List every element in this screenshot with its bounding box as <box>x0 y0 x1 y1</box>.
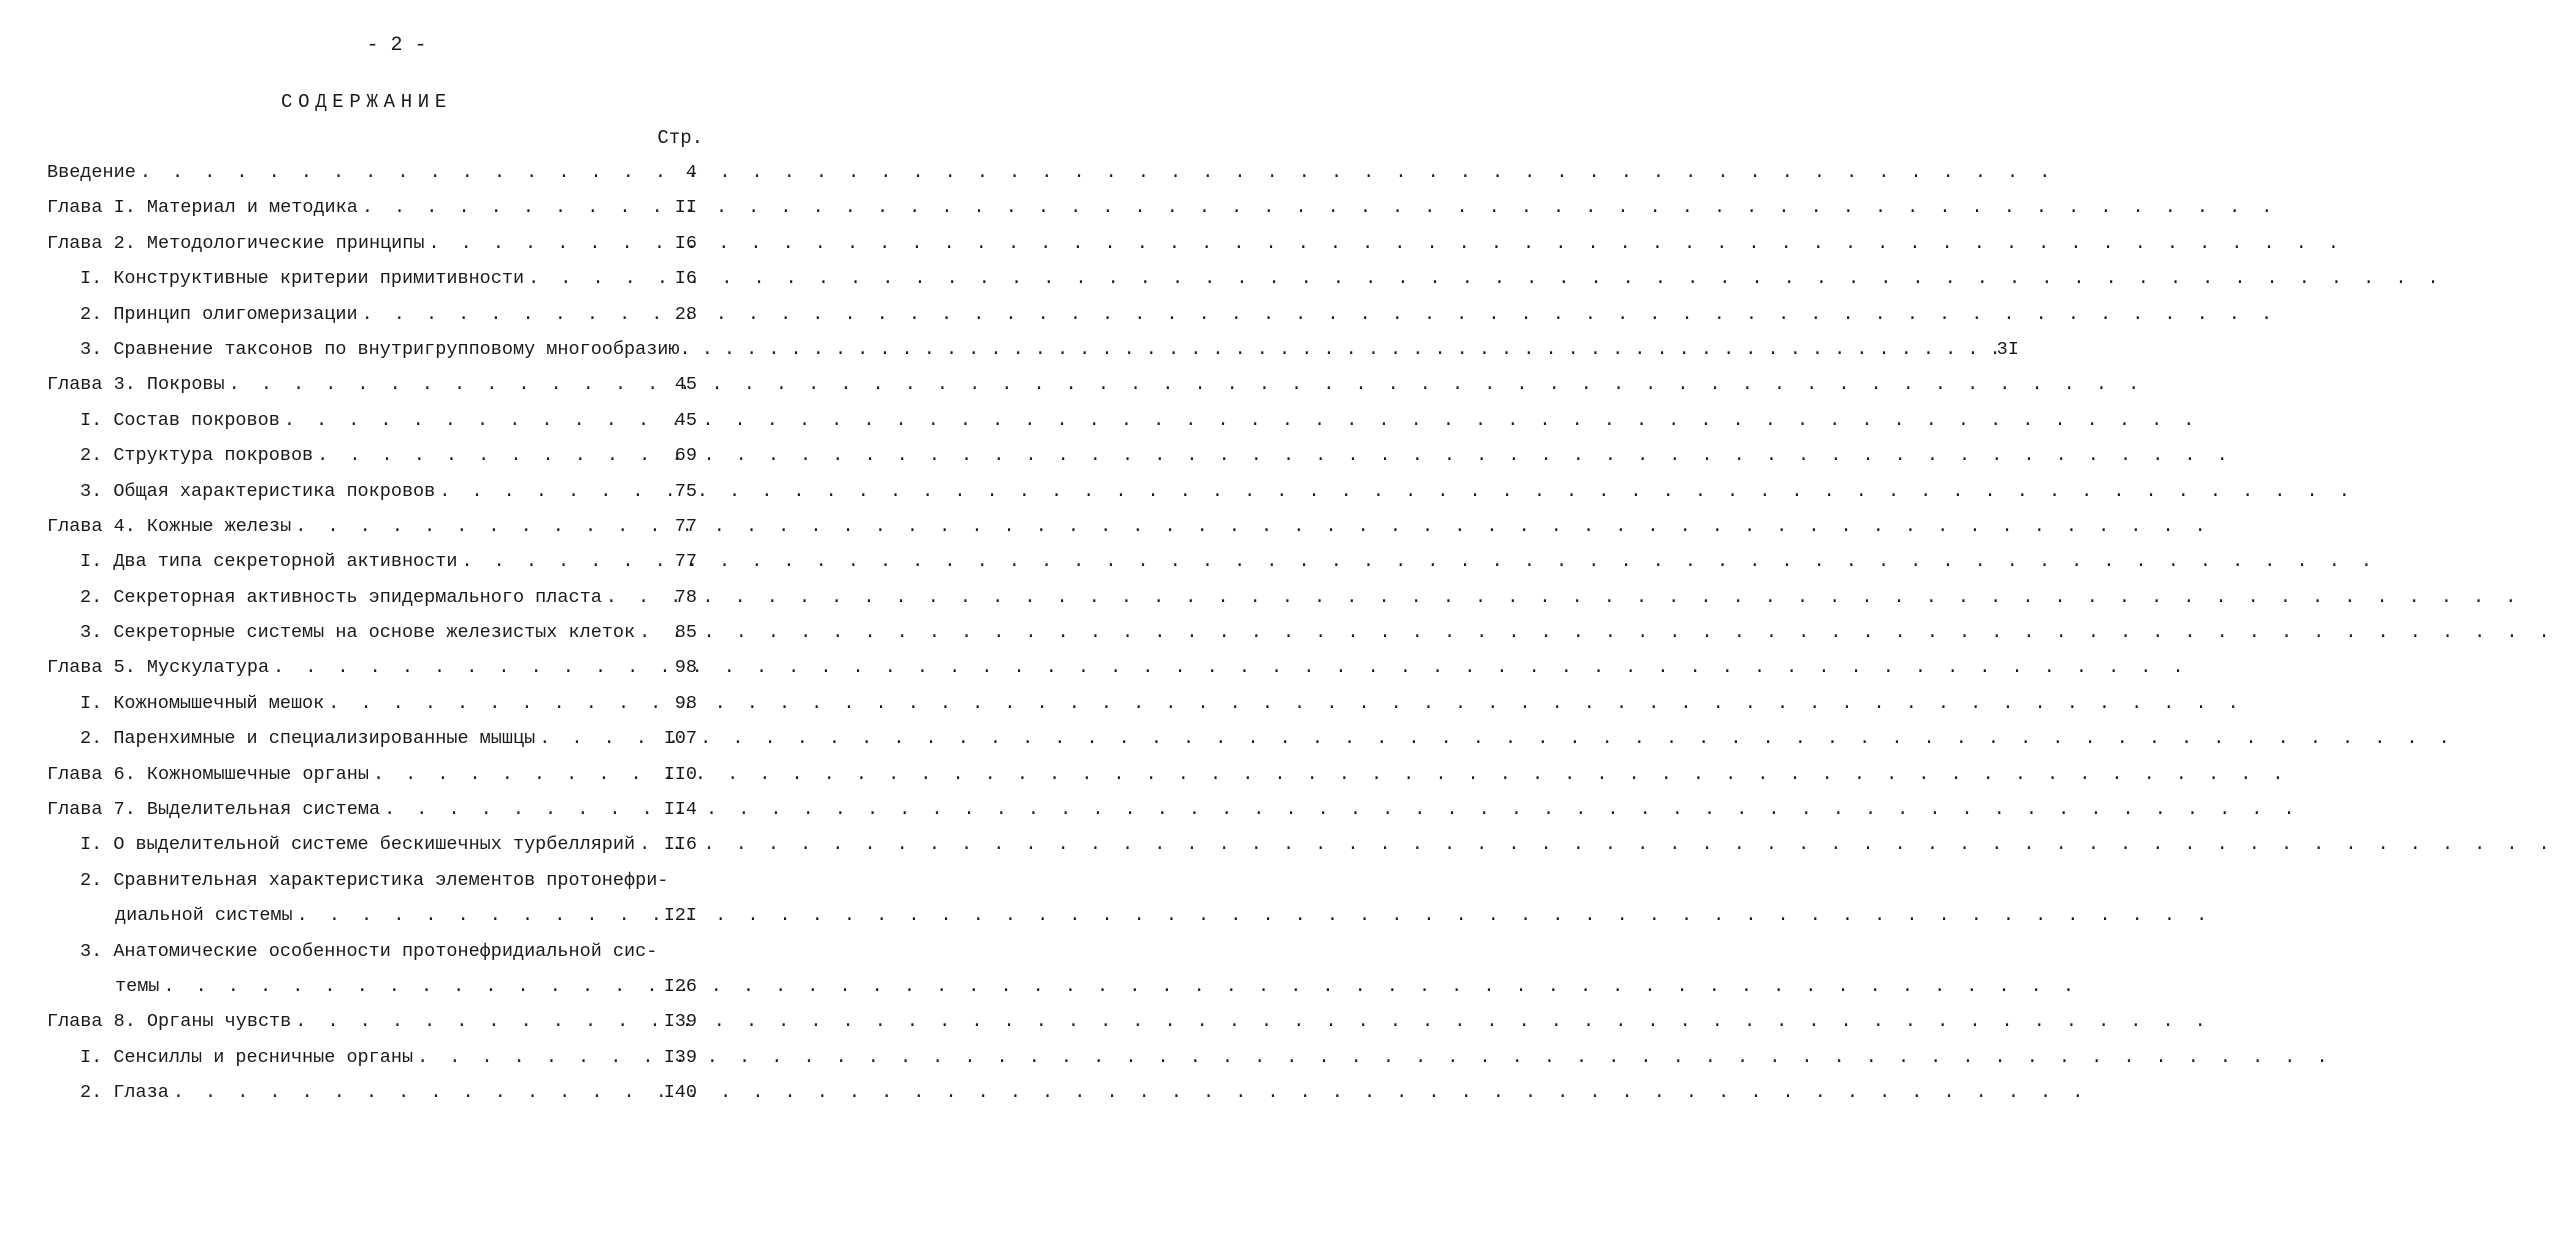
dot-leader <box>159 969 663 1004</box>
toc-entry-chapter-5[interactable] <box>0 650 793 685</box>
toc-entry-title: Материал и методика <box>146 197 358 219</box>
dot-leader <box>602 580 675 615</box>
toc-entry-section-7-3[interactable] <box>0 934 793 969</box>
toc-entry-page: II <box>674 197 697 219</box>
dot-leader <box>291 509 675 544</box>
chapter-label: Глава I. <box>47 197 136 219</box>
toc-entry-page: II4 <box>663 799 697 821</box>
toc-entry-page: II6 <box>663 834 697 856</box>
toc-entry-section-7-2-continued[interactable] <box>0 898 793 933</box>
toc-entry-section-5-1[interactable] <box>0 686 793 721</box>
chapter-label: Глава 4. <box>47 515 136 537</box>
toc-entry-title: темы <box>115 975 160 997</box>
toc-entry-section-2-1[interactable] <box>0 261 793 296</box>
toc-entry-section-3-3[interactable] <box>0 474 793 509</box>
toc-entry-section-2-2[interactable] <box>0 297 793 332</box>
toc-entry-section-7-2[interactable] <box>0 863 793 898</box>
section-number: I. <box>80 692 103 714</box>
section-number: 3. <box>80 338 103 360</box>
toc-entry-title: Общая характеристика покровов <box>113 480 436 502</box>
toc-entry-page: 28 <box>674 303 697 325</box>
toc-entry-title: Паренхимные и специализированные мышцы <box>113 728 536 750</box>
section-number: 2. <box>80 303 103 325</box>
dot-leader <box>524 261 675 296</box>
toc-entry-section-7-3-continued[interactable] <box>0 969 793 1004</box>
chapter-label: Глава 8. <box>47 1011 136 1033</box>
dot-leader <box>413 1040 664 1075</box>
toc-entry-title: Сравнительная характеристика элементов протонефри- <box>113 869 669 891</box>
toc-entry-page: I26 <box>663 975 697 997</box>
chapter-label: Глава 6. <box>47 763 136 785</box>
chapter-label: Глава 7. <box>47 799 136 821</box>
toc-entry-page: I2I <box>663 905 697 927</box>
dot-leader <box>169 1075 664 1110</box>
toc-entry-section-2-3[interactable] <box>0 332 2019 367</box>
toc-entry-title: Введение <box>47 162 136 183</box>
dot-leader <box>136 155 686 190</box>
section-number: I. <box>80 834 103 856</box>
section-number: 2. <box>80 445 103 467</box>
dot-leader <box>293 898 664 933</box>
dot-leader <box>369 757 664 792</box>
toc-entry-page: 98 <box>674 657 697 679</box>
toc-entry-introduction[interactable] <box>0 155 793 190</box>
toc-entry-section-4-3[interactable] <box>0 615 793 650</box>
section-number: 2. <box>80 1082 103 1104</box>
section-number: 2. <box>80 728 103 750</box>
dot-leader <box>280 403 675 438</box>
dot-leader <box>424 226 674 261</box>
page-title: СОДЕРЖАНИЕ <box>280 91 453 113</box>
table-of-contents <box>0 155 2019 1111</box>
toc-entry-page: 4 <box>685 162 697 183</box>
dot-leader <box>635 615 675 650</box>
toc-entry-page: 98 <box>674 692 697 714</box>
toc-entry-title: Состав покровов <box>113 409 280 431</box>
dot-leader <box>680 332 2001 367</box>
dot-leader <box>313 438 675 473</box>
dot-leader <box>635 827 664 862</box>
toc-entry-section-5-2[interactable] <box>0 721 793 756</box>
toc-entry-page: 77 <box>674 551 697 573</box>
toc-entry-page: 78 <box>674 586 697 608</box>
toc-entry-section-8-1[interactable] <box>0 1040 793 1075</box>
toc-entry-title: Структура покровов <box>113 445 314 467</box>
toc-entry-page: 85 <box>674 622 697 644</box>
toc-entry-section-7-1[interactable] <box>0 827 793 862</box>
toc-entry-title: Анатомические особенности протонефридиальной сис- <box>113 940 658 962</box>
toc-entry-title: О выделительной системе бескишечных турбеллярий <box>113 834 636 856</box>
toc-entry-page: II0 <box>663 763 697 785</box>
chapter-label: Глава 2. <box>47 232 136 254</box>
page-number: - 2 - <box>366 34 427 57</box>
toc-entry-page: I6 <box>674 268 697 290</box>
page-column-label: Стр. <box>657 127 703 149</box>
section-number: I. <box>80 409 103 431</box>
toc-entry-title: Принцип олигомеризации <box>113 303 358 325</box>
toc-entry-page: 69 <box>674 445 697 467</box>
toc-entry-title: Сенсиллы и ресничные органы <box>113 1046 414 1068</box>
dot-leader <box>457 544 674 579</box>
section-number: 3. <box>80 940 103 962</box>
toc-entry-chapter-3[interactable] <box>0 367 793 402</box>
toc-entry-page: I39 <box>663 1011 697 1033</box>
dot-leader <box>358 190 675 225</box>
toc-entry-section-4-1[interactable] <box>0 544 793 579</box>
toc-entry-title: Методологические принципы <box>146 232 425 254</box>
toc-entry-page: 77 <box>674 515 697 537</box>
toc-entry-title: Кожномышечный мешок <box>113 692 325 714</box>
toc-entry-chapter-8[interactable] <box>0 1004 793 1039</box>
section-number: I. <box>80 268 103 290</box>
toc-entry-title: Кожномышечные органы <box>146 763 369 785</box>
toc-entry-title: Конструктивные критерии примитивности <box>113 268 525 290</box>
chapter-label: Глава 3. <box>47 374 136 396</box>
dot-leader <box>380 792 664 827</box>
toc-entry-title: Секреторные системы на основе железистых клеток <box>113 622 636 644</box>
toc-entry-chapter-1[interactable] <box>0 190 793 225</box>
toc-entry-title: Два типа секреторной активности <box>113 551 458 573</box>
chapter-label: Глава 5. <box>47 657 136 679</box>
toc-entry-section-4-2[interactable] <box>0 580 793 615</box>
toc-entry-chapter-2[interactable] <box>0 226 793 261</box>
dot-leader <box>269 650 675 685</box>
toc-entry-section-3-1[interactable] <box>0 403 793 438</box>
section-number: I. <box>80 551 103 573</box>
toc-entry-title: Выделительная система <box>146 799 381 821</box>
toc-entry-page: 45 <box>674 374 697 396</box>
toc-entry-page: I40 <box>663 1082 697 1104</box>
toc-entry-section-8-2[interactable] <box>0 1075 793 1110</box>
section-number: 2. <box>80 586 103 608</box>
dot-leader <box>435 474 675 509</box>
toc-entry-title: Мускулатура <box>146 657 270 679</box>
toc-entry-title: Кожные железы <box>146 515 292 537</box>
toc-entry-title: Сравнение таксонов по внутригрупповому многообразию <box>113 338 680 360</box>
toc-entry-title: Покровы <box>146 374 225 396</box>
section-number: 3. <box>80 622 103 644</box>
section-number: I. <box>80 1046 103 1068</box>
toc-entry-chapter-6[interactable] <box>0 757 793 792</box>
toc-entry-page: I39 <box>663 1046 697 1068</box>
toc-entry-page: 45 <box>674 409 697 431</box>
toc-entry-page: 75 <box>674 480 697 502</box>
toc-entry-page: I6 <box>674 232 697 254</box>
toc-entry-title: Секреторная активность эпидермального пласта <box>113 586 602 608</box>
toc-entry-title: диальной системы <box>115 905 293 927</box>
section-number: 3. <box>80 480 103 502</box>
dot-leader <box>535 721 664 756</box>
toc-entry-section-3-2[interactable] <box>0 438 793 473</box>
toc-entry-page: 3I <box>1996 338 2019 360</box>
toc-entry-title: Органы чувств <box>146 1011 292 1033</box>
dot-leader <box>358 297 675 332</box>
toc-entry-page: I07 <box>663 728 697 750</box>
toc-entry-chapter-4[interactable] <box>0 509 793 544</box>
dot-leader <box>225 367 675 402</box>
toc-entry-chapter-7[interactable] <box>0 792 793 827</box>
dot-leader <box>324 686 675 721</box>
section-number: 2. <box>80 869 103 891</box>
dot-leader <box>291 1004 663 1039</box>
toc-entry-title: Глаза <box>113 1082 169 1104</box>
